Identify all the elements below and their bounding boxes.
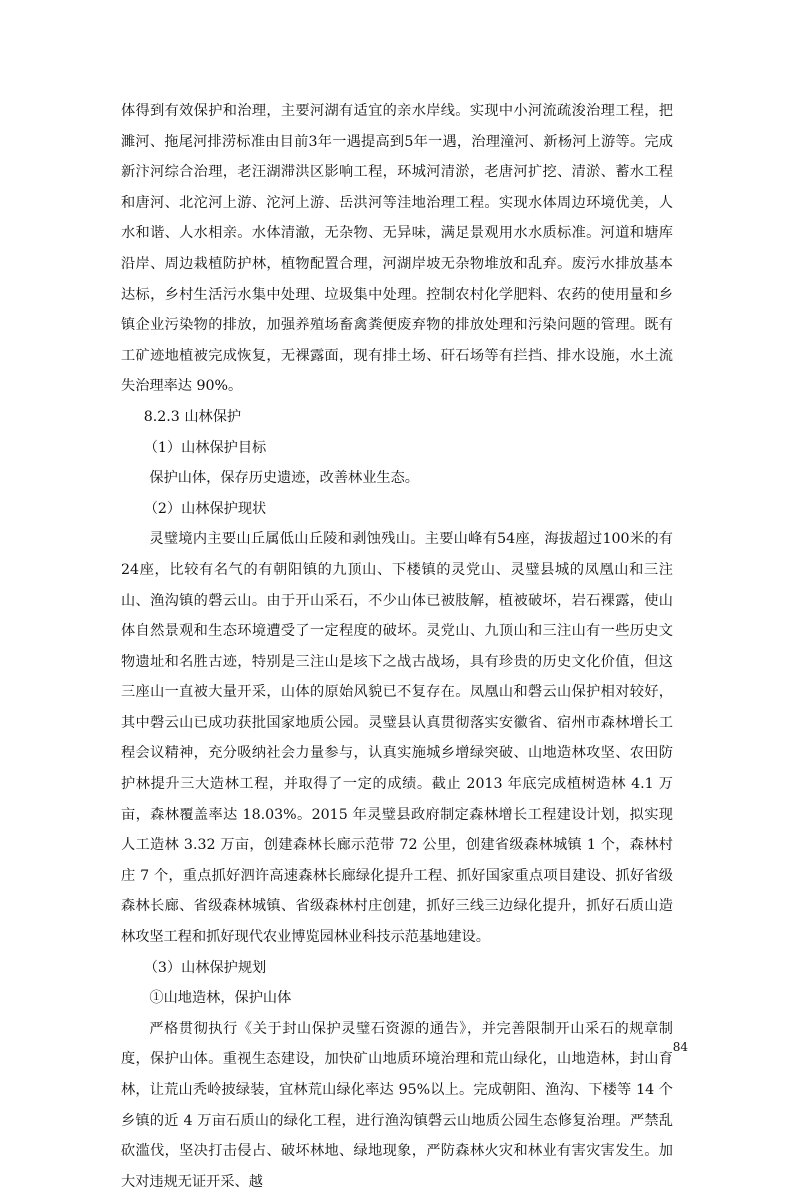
subheading-plan-item-1: ①山地造林，保护山体 [149,990,292,1007]
subheading-status: （2）山林保护现状 [143,500,267,517]
page-number: 84 [672,1040,688,1054]
subheading-plan: （3）山林保护规划 [143,959,267,976]
section-heading-8-2-3: 8.2.3 山林保护 [143,408,242,425]
page-body [121,96,673,1197]
paragraph-plan: 严格贯彻执行《关于封山保护灵璧石资源的通告》，并完善限制开山采石的规章制度，保护山体。重视生态建设，加快矿山地质环境治理和荒山绿化，山地造林，封山育林，让荒山秃岭披绿装，宜林荒山绿化率达 95%以上。完成朝阳、渔沟、下楼等 14 个乡镇的近 4 万亩石质山的绿化工程，进行渔沟镇磬云山地质公园生态修复治理。严禁乱砍滥伐，坚决打击侵占、破坏林地、绿地现象，严防森林火灾和林业有害灾害发生。加大对违规无证开采、越 [121,1020,673,1190]
paragraph-goal: 保护山体，保存历史遗迹，改善林业生态。 [149,470,419,487]
subheading-goal: （1）山林保护目标 [143,439,267,456]
paragraph-status: 灵璧境内主要山丘属低山丘陵和剥蚀残山。主要山峰有54座，海拔超过100米的有24座，比较有名气的有朝阳镇的九顶山、下楼镇的灵党山、灵璧县城的凤凰山和三注山、渔沟镇的磬云山。由于开山采石，不少山体已被肢解，植被破坏，岩石裸露，使山体自然景观和生态环境遭受了一定程度的破坏。灵党山、九顶山和三注山有一些历史文物遗址和名胜古迹，特别是三注山是垓下之战古战场，具有珍贵的历史文化价值，但这三座山一直被大量开采，山体的原始风貌已不复存在。凤凰山和磬云山保护相对较好，其中磬云山已成功获批国家地质公园。灵璧县认真贯彻落实安徽省、宿州市森林增长工程会议精神，充分吸纳社会力量参与，认真实施城乡增绿突破、山地造林攻坚、农田防护林提升三大造林工程，并取得了一定的成绩。截止 2013 年底完成植树造林 4.1 万亩，森林覆盖率达 18.03%。2015 年灵璧县政府制定森林增长工程建设计划，拟实现人工造林 3.32 万亩，创建森林长廊示范带 72 公里，创建省级森林城镇 1 个，森林村庄 7 个，重点抓好泗许高速森林长廊绿化提升工程、抓好国家重点项目建设、抓好省级森林长廊、省级森林城镇、省级森林村庄创建，抓好三线三边绿化提升，抓好石质山造林攻坚工程和抓好现代农业博览园林业科技示范基地建设。 [121,531,673,946]
paragraph-water-protection: 体得到有效保护和治理，主要河湖有适宜的亲水岸线。实现中小河流疏浚治理工程，把濉河、拖尾河排涝标准由目前3年一遇提高到5年一遇，治理潼河、新杨河上游等。完成新汴河综合治理，老汪湖滞洪区影响工程，环城河清淤，老唐河扩挖、清淤、蓄水工程和唐河、北沱河上游、沱河上游、岳洪河等洼地治理工程。实现水体周边环境优美，人水和谐、人水相亲。水体清澈，无杂物、无异味，满足景观用水水质标准。河道和塘库沿岸、周边栽植防护林，植物配置合理，河湖岸坡无杂物堆放和乱弃。废污水排放基本达标，乡村生活污水集中处理、垃圾集中处理。控制农村化学肥料、农药的使用量和乡镇企业污染物的排放，加强养殖场畜禽粪便废弃物的排放处理和污染问题的管理。既有工矿迹地植被完成恢复，无裸露面，现有排土场、矸石场等有拦挡、排水设施，水土流失治理率达 90%。 [121,103,673,395]
